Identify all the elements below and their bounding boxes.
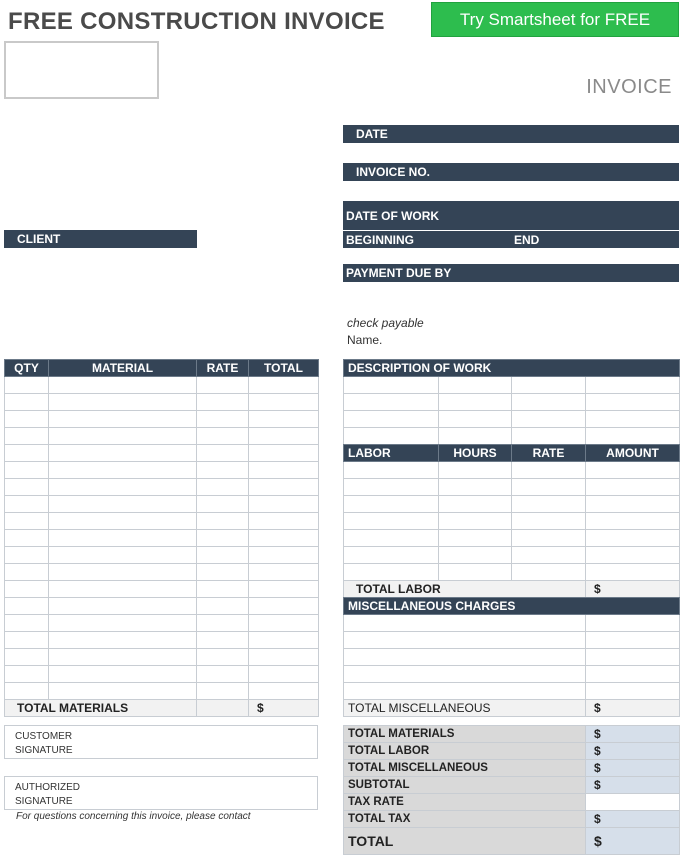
table-cell[interactable]	[49, 547, 197, 564]
table-cell[interactable]	[344, 479, 439, 496]
table-cell[interactable]	[49, 666, 197, 683]
summary-row	[344, 777, 680, 794]
table-cell[interactable]	[5, 530, 49, 547]
beginning-label: BEGINNING	[346, 232, 415, 247]
table-row	[5, 377, 319, 394]
table-row	[5, 683, 319, 700]
table-cell[interactable]	[439, 377, 512, 394]
table-cell[interactable]	[249, 564, 319, 581]
table-cell[interactable]	[344, 411, 439, 428]
materials-table	[4, 359, 319, 717]
table-cell[interactable]	[5, 462, 49, 479]
table-cell[interactable]	[586, 666, 680, 683]
table-cell[interactable]	[5, 547, 49, 564]
materials-col-material: MATERIAL	[49, 360, 197, 377]
table-cell[interactable]	[5, 598, 49, 615]
table-cell[interactable]	[197, 649, 249, 666]
table-cell[interactable]	[249, 428, 319, 445]
table-cell[interactable]	[439, 394, 512, 411]
table-cell[interactable]	[586, 428, 680, 445]
table-cell[interactable]	[249, 462, 319, 479]
table-cell[interactable]	[439, 547, 512, 564]
table-cell[interactable]	[249, 530, 319, 547]
table-cell[interactable]	[249, 615, 319, 632]
table-cell[interactable]	[197, 496, 249, 513]
table-cell[interactable]	[5, 666, 49, 683]
table-row	[5, 649, 319, 666]
table-cell[interactable]	[49, 462, 197, 479]
total-misc-value: $	[586, 700, 680, 717]
customer-signature-line1: CUSTOMER	[15, 731, 73, 742]
table-cell[interactable]	[439, 462, 512, 479]
table-cell[interactable]	[586, 649, 680, 666]
table-row	[344, 496, 680, 513]
table-cell[interactable]	[344, 496, 439, 513]
table-row	[344, 394, 680, 411]
table-cell[interactable]	[586, 547, 680, 564]
table-cell[interactable]	[5, 411, 49, 428]
table-row	[5, 479, 319, 496]
table-cell[interactable]	[49, 496, 197, 513]
table-cell[interactable]	[197, 394, 249, 411]
summary-value[interactable]: $	[586, 743, 680, 760]
table-cell[interactable]	[249, 513, 319, 530]
table-row	[5, 615, 319, 632]
labor-col-hours: HOURS	[439, 445, 512, 462]
table-cell[interactable]	[5, 581, 49, 598]
table-cell[interactable]	[5, 564, 49, 581]
materials-header-row	[5, 360, 319, 377]
table-cell[interactable]	[512, 564, 586, 581]
table-cell[interactable]	[586, 530, 680, 547]
materials-col-rate: RATE	[197, 360, 249, 377]
table-cell[interactable]	[197, 547, 249, 564]
summary-row	[344, 726, 680, 743]
table-cell[interactable]	[512, 530, 586, 547]
client-field[interactable]	[4, 230, 197, 248]
table-cell[interactable]	[344, 564, 439, 581]
table-cell[interactable]	[49, 479, 197, 496]
table-row	[344, 632, 680, 649]
summary-label: TOTAL LABOR	[344, 743, 586, 760]
invoice-label: INVOICE	[586, 76, 672, 98]
table-cell[interactable]	[5, 683, 49, 700]
total-materials-spacer	[197, 700, 249, 717]
table-cell[interactable]	[512, 479, 586, 496]
table-cell[interactable]	[197, 479, 249, 496]
labor-table	[343, 444, 680, 598]
contact-note: For questions concerning this invoice, please contact	[16, 811, 251, 822]
total-materials-value: $	[249, 700, 319, 717]
table-cell[interactable]	[344, 462, 439, 479]
table-cell[interactable]	[197, 666, 249, 683]
table-cell[interactable]	[49, 513, 197, 530]
table-cell[interactable]	[512, 496, 586, 513]
authorized-signature-box[interactable]	[4, 776, 318, 810]
labor-col-rate: RATE	[512, 445, 586, 462]
materials-col-qty: QTY	[5, 360, 49, 377]
table-cell[interactable]	[439, 496, 512, 513]
tax-rate-input[interactable]	[586, 794, 680, 811]
table-cell[interactable]	[249, 479, 319, 496]
summary-table	[343, 725, 680, 855]
table-row	[5, 411, 319, 428]
table-cell[interactable]	[586, 564, 680, 581]
summary-value[interactable]: $	[586, 726, 680, 743]
table-row	[5, 513, 319, 530]
materials-col-total: TOTAL	[249, 360, 319, 377]
description-body	[344, 377, 680, 445]
materials-body	[5, 377, 319, 700]
table-row	[5, 598, 319, 615]
table-cell[interactable]	[586, 683, 680, 700]
table-cell[interactable]	[249, 411, 319, 428]
table-row	[5, 581, 319, 598]
table-cell[interactable]	[439, 530, 512, 547]
table-cell[interactable]	[249, 394, 319, 411]
table-cell[interactable]	[512, 428, 586, 445]
table-cell[interactable]	[5, 632, 49, 649]
table-cell[interactable]	[249, 598, 319, 615]
summary-label: TOTAL MISCELLANEOUS	[344, 760, 586, 777]
table-cell[interactable]	[439, 564, 512, 581]
table-row	[5, 530, 319, 547]
table-cell[interactable]	[5, 479, 49, 496]
table-cell[interactable]	[49, 377, 197, 394]
date-label: DATE	[356, 127, 388, 141]
table-cell[interactable]	[5, 615, 49, 632]
table-cell[interactable]	[249, 683, 319, 700]
table-cell[interactable]	[344, 632, 586, 649]
table-cell[interactable]	[49, 530, 197, 547]
table-row	[344, 462, 680, 479]
table-cell[interactable]	[197, 581, 249, 598]
table-row	[5, 547, 319, 564]
date-field[interactable]	[343, 125, 679, 143]
table-cell[interactable]	[586, 615, 680, 632]
date-of-work-label: DATE OF WORK	[346, 208, 440, 223]
misc-table	[343, 597, 680, 717]
try-smartsheet-button[interactable]: Try Smartsheet for FREE	[431, 2, 679, 37]
end-label: END	[514, 232, 540, 247]
client-label: CLIENT	[17, 232, 61, 246]
summary-row	[344, 811, 680, 828]
table-cell[interactable]	[49, 428, 197, 445]
table-row	[5, 564, 319, 581]
table-cell[interactable]	[344, 683, 586, 700]
authorized-signature-line1: AUTHORIZED	[15, 782, 80, 793]
table-cell[interactable]	[49, 581, 197, 598]
logo-placeholder[interactable]	[4, 41, 159, 99]
table-cell[interactable]	[49, 632, 197, 649]
payment-due-field[interactable]	[343, 264, 679, 282]
table-cell[interactable]	[197, 564, 249, 581]
table-row	[5, 666, 319, 683]
table-cell[interactable]	[49, 683, 197, 700]
table-cell[interactable]	[344, 394, 439, 411]
grand-total-row	[344, 828, 680, 855]
payment-due-label: PAYMENT DUE BY	[346, 266, 452, 280]
invoice-no-label: INVOICE NO.	[356, 165, 431, 179]
table-row	[5, 632, 319, 649]
labor-header-row	[344, 445, 680, 462]
table-cell[interactable]	[344, 428, 439, 445]
table-cell[interactable]	[249, 445, 319, 462]
table-cell[interactable]	[197, 683, 249, 700]
summary-value[interactable]: $	[586, 811, 680, 828]
labor-total-row	[344, 581, 680, 598]
table-row	[5, 445, 319, 462]
table-cell[interactable]	[197, 411, 249, 428]
table-cell[interactable]	[49, 411, 197, 428]
table-cell[interactable]	[512, 411, 586, 428]
misc-header-row	[344, 598, 680, 615]
table-cell[interactable]	[197, 513, 249, 530]
table-cell[interactable]	[586, 411, 680, 428]
materials-total-row	[5, 700, 319, 717]
table-cell[interactable]	[249, 632, 319, 649]
work-dates-row[interactable]	[343, 231, 679, 248]
table-cell[interactable]	[344, 547, 439, 564]
table-cell[interactable]	[5, 428, 49, 445]
table-row	[344, 530, 680, 547]
table-cell[interactable]	[197, 428, 249, 445]
table-cell[interactable]	[249, 547, 319, 564]
table-row	[5, 462, 319, 479]
table-row	[344, 513, 680, 530]
table-cell[interactable]	[197, 462, 249, 479]
labor-col-labor: LABOR	[344, 445, 439, 462]
table-cell[interactable]	[512, 513, 586, 530]
summary-label: TOTAL MATERIALS	[344, 726, 586, 743]
table-cell[interactable]	[586, 377, 680, 394]
table-row	[344, 683, 680, 700]
table-cell[interactable]	[197, 530, 249, 547]
table-cell[interactable]	[586, 513, 680, 530]
table-row	[344, 615, 680, 632]
table-cell[interactable]	[5, 496, 49, 513]
table-cell[interactable]	[197, 445, 249, 462]
table-cell[interactable]	[49, 564, 197, 581]
total-misc-label: TOTAL MISCELLANEOUS	[344, 700, 586, 717]
table-cell[interactable]	[439, 428, 512, 445]
table-cell[interactable]	[586, 462, 680, 479]
table-cell[interactable]	[439, 479, 512, 496]
summary-row	[344, 760, 680, 777]
table-cell[interactable]	[249, 581, 319, 598]
summary-row	[344, 794, 680, 811]
table-cell[interactable]	[344, 377, 439, 394]
table-row	[344, 547, 680, 564]
table-cell[interactable]	[249, 377, 319, 394]
invoice-no-field[interactable]	[343, 163, 679, 181]
table-cell[interactable]	[197, 615, 249, 632]
table-cell[interactable]	[5, 394, 49, 411]
table-cell[interactable]	[197, 598, 249, 615]
table-cell[interactable]	[49, 394, 197, 411]
table-cell[interactable]	[586, 479, 680, 496]
table-cell[interactable]	[586, 394, 680, 411]
table-cell[interactable]	[49, 445, 197, 462]
page-title: FREE CONSTRUCTION INVOICE	[8, 8, 385, 35]
table-cell[interactable]	[49, 649, 197, 666]
table-cell[interactable]	[249, 649, 319, 666]
table-cell[interactable]	[344, 666, 586, 683]
labor-col-amount: AMOUNT	[586, 445, 680, 462]
table-cell[interactable]	[512, 462, 586, 479]
table-cell[interactable]	[49, 598, 197, 615]
description-header: DESCRIPTION OF WORK	[344, 360, 680, 377]
table-cell[interactable]	[249, 666, 319, 683]
total-materials-label: TOTAL MATERIALS	[5, 700, 197, 717]
misc-total-row	[344, 700, 680, 717]
table-cell[interactable]	[49, 615, 197, 632]
table-row	[344, 564, 680, 581]
total-labor-value: $	[586, 581, 680, 598]
table-cell[interactable]	[512, 394, 586, 411]
table-cell[interactable]	[586, 496, 680, 513]
customer-signature-line2: SIGNATURE	[15, 745, 73, 756]
table-row	[5, 394, 319, 411]
customer-signature-box[interactable]	[4, 725, 318, 759]
table-cell[interactable]	[249, 496, 319, 513]
table-cell[interactable]	[512, 377, 586, 394]
authorized-signature-line2: SIGNATURE	[15, 796, 73, 807]
table-cell[interactable]	[5, 377, 49, 394]
grand-total-label: TOTAL	[344, 828, 586, 855]
table-row	[344, 666, 680, 683]
table-cell[interactable]	[5, 649, 49, 666]
table-cell[interactable]	[5, 513, 49, 530]
grand-total-value[interactable]: $	[586, 828, 680, 855]
table-cell[interactable]	[344, 615, 586, 632]
total-labor-label: TOTAL LABOR	[344, 581, 586, 598]
summary-label: SUBTOTAL	[344, 777, 586, 794]
check-payable-text: check payable	[347, 316, 424, 330]
table-cell[interactable]	[439, 513, 512, 530]
name-text: Name.	[347, 333, 383, 347]
summary-value[interactable]: $	[586, 760, 680, 777]
table-cell[interactable]	[344, 649, 586, 666]
summary-value[interactable]: $	[586, 777, 680, 794]
table-cell[interactable]	[344, 513, 439, 530]
description-table	[343, 359, 680, 445]
table-row	[5, 428, 319, 445]
table-cell[interactable]	[197, 377, 249, 394]
misc-header: MISCELLANEOUS CHARGES	[344, 598, 680, 615]
summary-label: TAX RATE	[344, 794, 586, 811]
table-row	[344, 377, 680, 394]
labor-body	[344, 462, 680, 581]
table-row	[344, 479, 680, 496]
table-row	[5, 496, 319, 513]
table-row	[344, 428, 680, 445]
table-cell[interactable]	[439, 411, 512, 428]
table-cell[interactable]	[5, 445, 49, 462]
summary-row	[344, 743, 680, 760]
description-header-row	[344, 360, 680, 377]
misc-body	[344, 615, 680, 700]
table-cell[interactable]	[512, 547, 586, 564]
date-of-work-field[interactable]	[343, 201, 679, 230]
table-row	[344, 649, 680, 666]
table-cell[interactable]	[197, 632, 249, 649]
table-cell[interactable]	[344, 530, 439, 547]
summary-label: TOTAL TAX	[344, 811, 586, 828]
table-cell[interactable]	[586, 632, 680, 649]
table-row	[344, 411, 680, 428]
